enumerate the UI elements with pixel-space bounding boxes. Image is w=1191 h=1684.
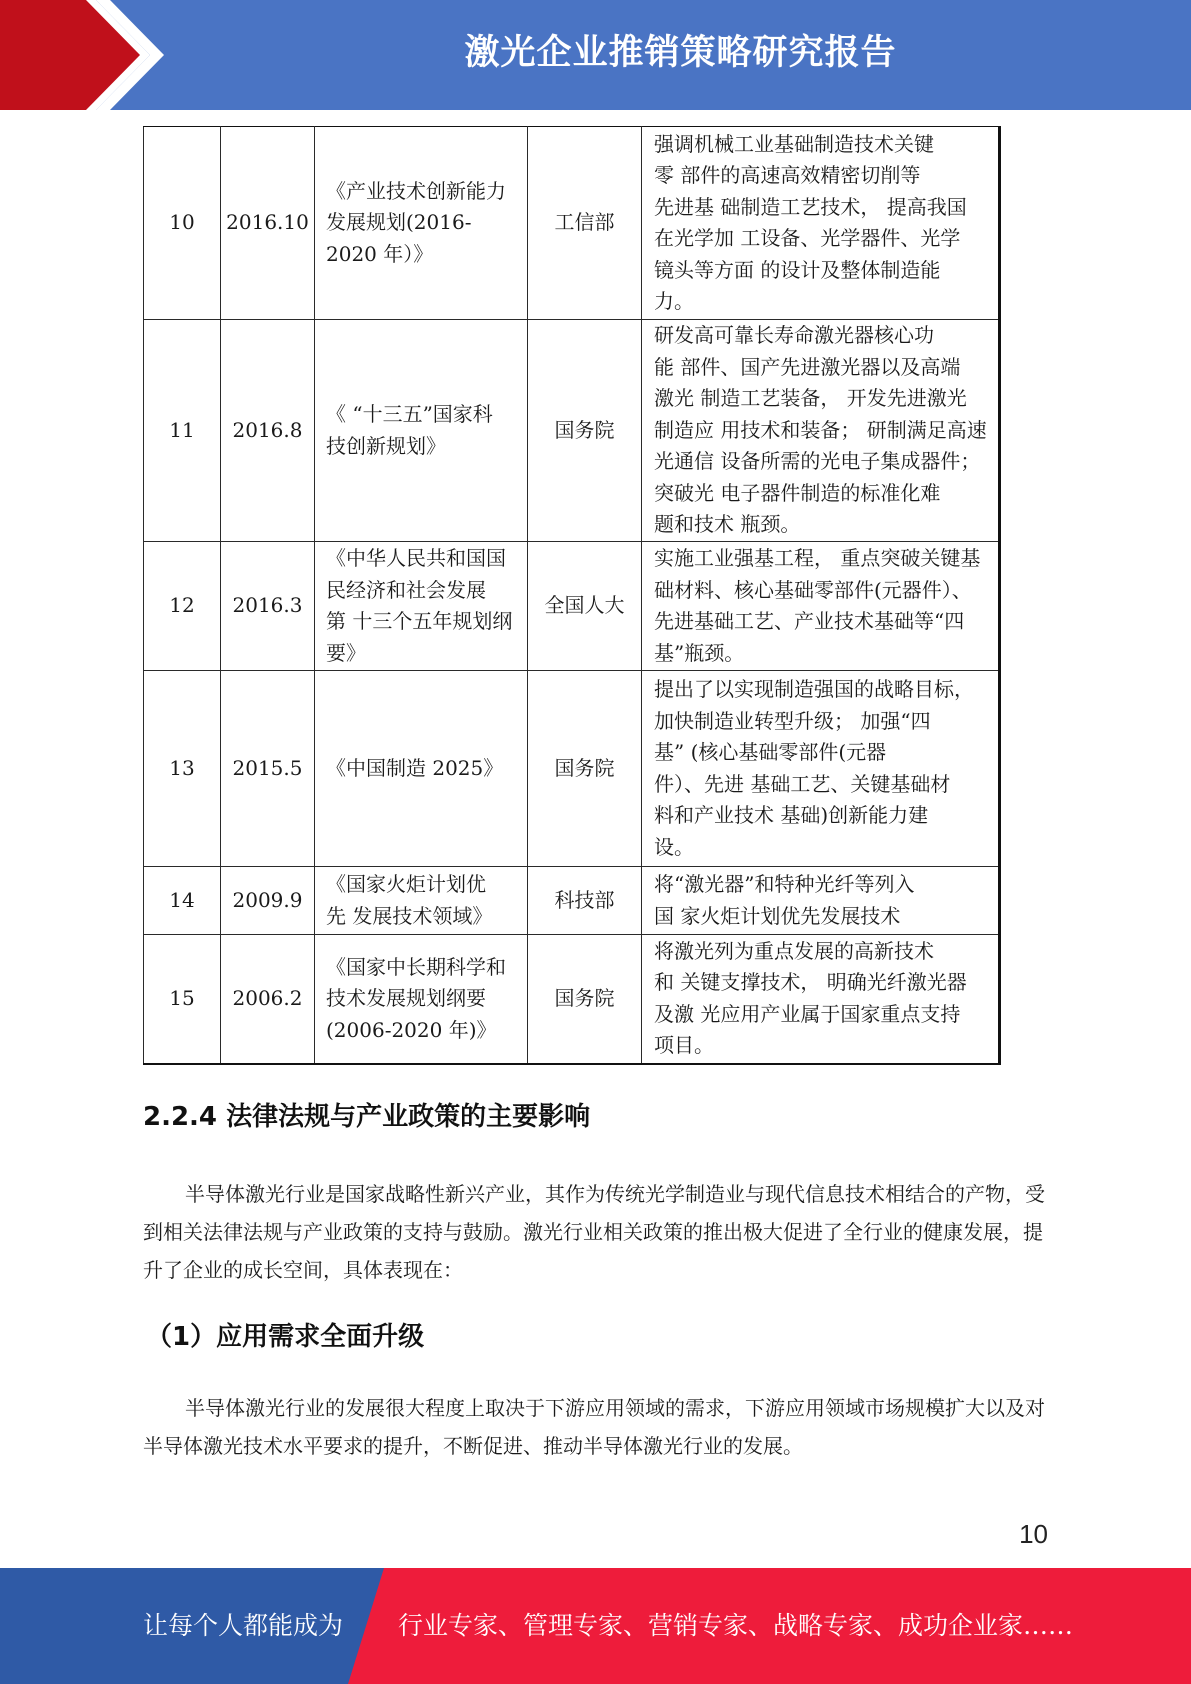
page-number: 10 [1019,1519,1048,1549]
policy-description: 将激光列为重点发展的高新技术 和 关键支撑技术， 明确光纤激光器 及激 光应用产业属于国家重点支持 项目。 [654,938,967,1058]
issuing-department: 全国人大 [528,542,642,671]
row-number: 14 [144,867,221,935]
policy-name: 《中国制造 2025》 [326,755,504,780]
policy-description: 强调机械工业基础制造技术关键 零 部件的高速高效精密切削等 先进基 础制造工艺技术， 提高我国 在光学加 工设备、光学器件、光学 镜头等方面 的设计及整体制造能 力。 [654,131,967,313]
row-date: 2016.10 [221,127,315,320]
table-row [144,320,1000,542]
page-header [0,0,1191,110]
row-number: 10 [144,127,221,320]
body-paragraph: 半导体激光行业的发展很大程度上取决于下游应用领域的需求，下游应用领域市场规模扩大以及对半导体激光技术水平要求的提升，不断促进、推动半导体激光行业的发展。 [143,1396,1045,1458]
policy-description: 研发高可靠长寿命激光器核心功 能 部件、国产先进激光器以及高端 激光 制造工艺装备， 开发先进激光 制造应 用技术和装备； 研制满足高速 光通信 设备所需的光电子集成器件； 突破光 电子器件制造的标准化难 题和技术 瓶颈。 [654,323,987,537]
policy-name: 《中华人民共和国国 民经济和社会发展 第 十三个五年规划纲 要》 [326,546,513,665]
issuing-department: 国务院 [528,671,642,867]
row-number: 13 [144,671,221,867]
row-date: 2016.3 [221,542,315,671]
table-row [144,671,1000,867]
policy-description: 实施工业强基工程， 重点突破关键基 础材料、核心基础零部件(元器件）、 先进基础工艺、产业技术基础等“四 基”瓶颈。 [654,546,981,665]
footer-slogan-right: 行业专家、管理专家、营销专家、战略专家、成功企业家…… [398,1611,1074,1640]
table-row [144,127,1000,320]
table-row [144,935,1000,1064]
table-row [144,867,1000,935]
row-number: 15 [144,935,221,1064]
issuing-department: 工信部 [528,127,642,320]
policy-table [143,126,1001,1065]
row-date: 2016.8 [221,320,315,542]
row-number: 11 [144,320,221,542]
footer-slogan-left: 让每个人都能成为 [143,1611,344,1640]
red-chevron-icon [0,0,170,110]
row-date: 2009.9 [221,867,315,935]
section-heading: 2.2.4 法律法规与产业政策的主要影响 [143,1102,591,1132]
table-row [144,542,1000,671]
policy-name: 《国家火炬计划优 先 发展技术领域》 [326,872,493,928]
issuing-department: 科技部 [528,867,642,935]
report-title: 激光企业推销策略研究报告 [464,33,897,73]
subsection-heading: （1）应用需求全面升级 [146,1322,425,1352]
policy-description: 提出了以实现制造强国的战略目标， 加快制造业转型升级； 加强“四 基” (核心基础零部件(元器 件）、先进 基础工艺、关键基础材 料和产业技术 基础)创新能力建 设。 [654,677,974,859]
policy-name: 《国家中长期科学和 技术发展规划纲要 (2006-2020 年)》 [326,954,506,1042]
issuing-department: 国务院 [528,320,642,542]
row-date: 2006.2 [221,935,315,1064]
policy-name: 《 “十三五”国家科 技创新规划》 [326,402,493,458]
row-date: 2015.5 [221,671,315,867]
issuing-department: 国务院 [528,935,642,1064]
page-footer [0,1568,1191,1684]
policy-description: 将“激光器”和特种光纤等列入 国 家火炬计划优先发展技术 [654,872,915,928]
policy-name: 《产业技术创新能力 发展规划(2016- 2020 年）》 [326,178,506,266]
body-paragraph: 半导体激光行业是国家战略性新兴产业，其作为传统光学制造业与现代信息技术相结合的产物，受到相关法律法规与产业政策的支持与鼓励。激光行业相关政策的推出极大促进了全行业的健康发展，提升了企业的成长空间，具体表现在： [143,1182,1045,1282]
row-number: 12 [144,542,221,671]
